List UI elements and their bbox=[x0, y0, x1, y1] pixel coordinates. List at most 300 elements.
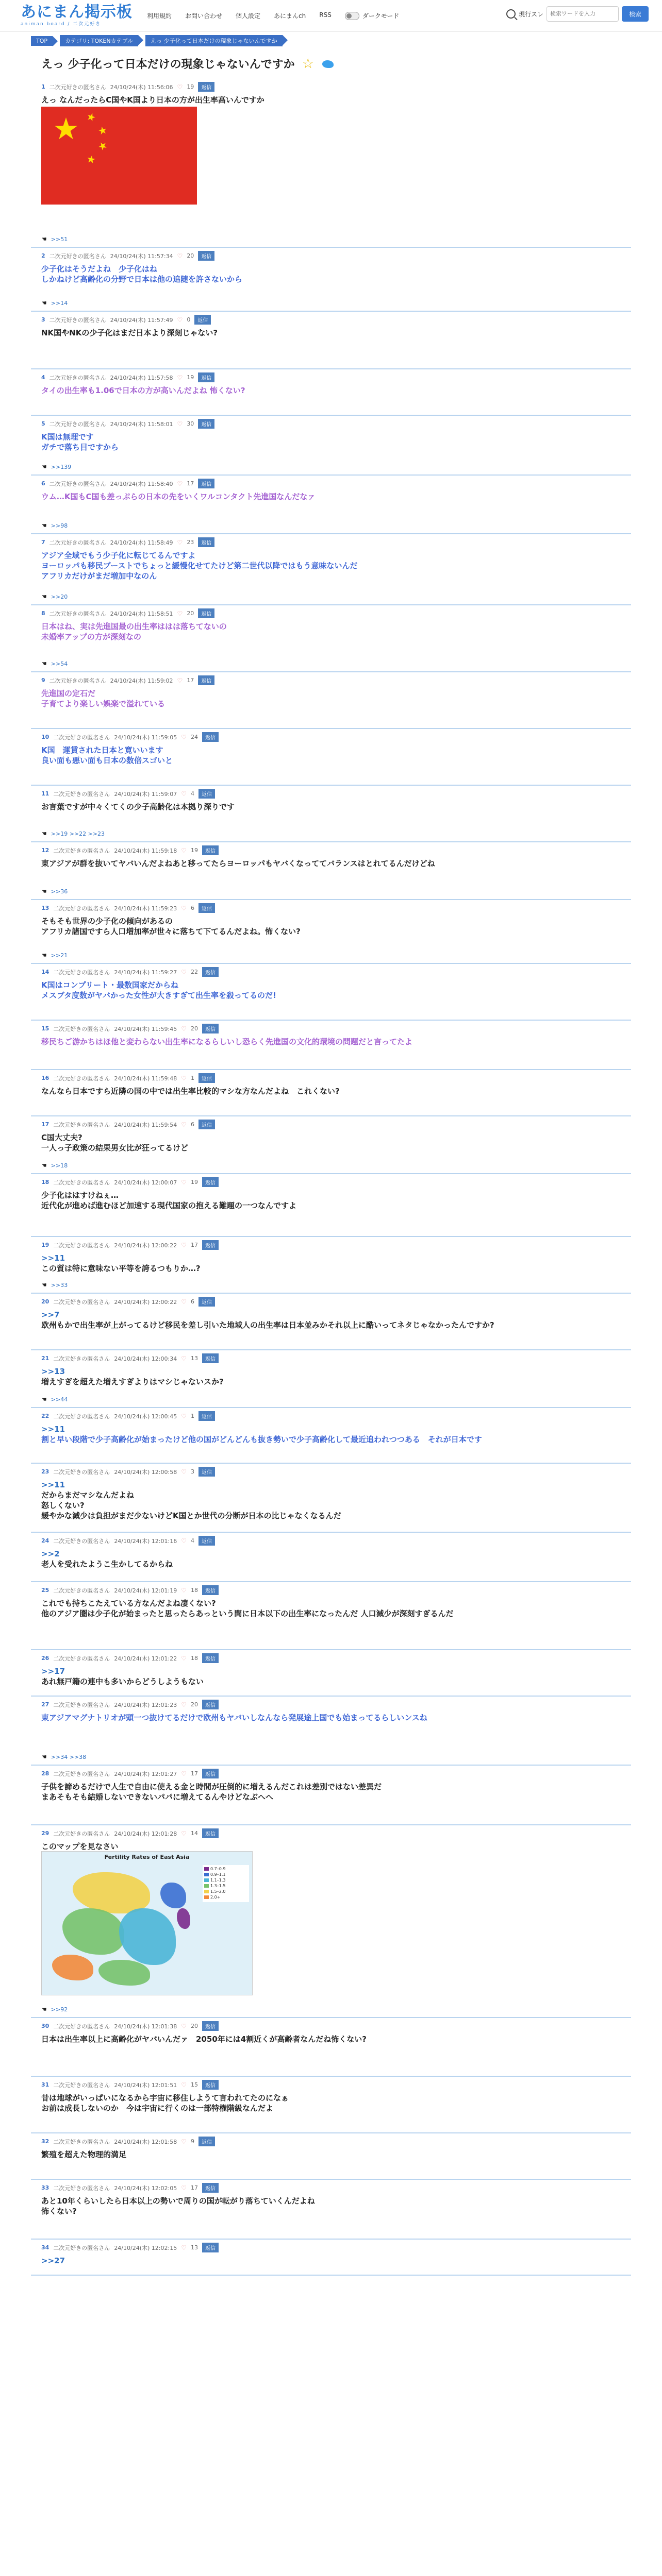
post-number[interactable]: 13 bbox=[41, 905, 49, 911]
legend-label: 1.5–2.0 bbox=[210, 1889, 226, 1894]
reply-button[interactable]: 返信 bbox=[198, 479, 214, 488]
post-line: なんなら日本ですら近隣の国の中では出生率比較的マシな方なんだよね これくない? bbox=[41, 1087, 340, 1096]
post-number[interactable]: 17 bbox=[41, 1121, 49, 1128]
post bbox=[31, 534, 631, 605]
reply-button[interactable]: 返信 bbox=[198, 1297, 215, 1307]
search-button[interactable]: 検索 bbox=[622, 6, 649, 22]
reply-refs-link[interactable]: >>14 bbox=[51, 299, 68, 307]
like-count: 17 bbox=[187, 480, 194, 487]
post-number[interactable]: 25 bbox=[41, 1587, 49, 1594]
heart-icon[interactable]: ♡ bbox=[177, 374, 183, 381]
heart-icon[interactable]: ♡ bbox=[181, 1178, 187, 1186]
post-date: 24/10/24(木) 11:58:49 bbox=[110, 539, 173, 546]
post-number[interactable]: 30 bbox=[41, 2023, 49, 2029]
pointing-hand-icon: ☚ bbox=[41, 830, 47, 837]
reply-button[interactable]: 返信 bbox=[198, 419, 214, 429]
post bbox=[31, 2018, 631, 2077]
reply-refs-link[interactable]: >>54 bbox=[51, 660, 68, 667]
post-number[interactable]: 10 bbox=[41, 734, 49, 740]
post-line: 一人っ子政策の結果男女比が狂ってるけど bbox=[41, 1143, 189, 1153]
heart-icon[interactable]: ♡ bbox=[181, 2081, 187, 2089]
post-number[interactable]: 32 bbox=[41, 2138, 49, 2145]
post-header bbox=[41, 1828, 621, 1838]
reply-button[interactable]: 返信 bbox=[202, 1769, 219, 1778]
post-footer bbox=[41, 1162, 68, 1169]
post-number[interactable]: 29 bbox=[41, 1830, 49, 1837]
reply-button[interactable]: 返信 bbox=[202, 2021, 219, 2031]
reply-refs-link[interactable]: >>92 bbox=[51, 2006, 68, 2013]
post-number[interactable]: 12 bbox=[41, 847, 49, 854]
post-line: K国はコンプリート・最数国家だからね bbox=[41, 980, 179, 990]
heart-icon[interactable]: ♡ bbox=[181, 1770, 187, 1777]
reply-button[interactable]: 返信 bbox=[202, 1700, 219, 1709]
reply-refs-link[interactable]: >>33 bbox=[51, 1281, 68, 1289]
reply-refs-link[interactable]: >>98 bbox=[51, 522, 68, 529]
post-date: 24/10/24(木) 11:58:51 bbox=[110, 610, 173, 617]
toggle-switch[interactable] bbox=[345, 12, 359, 20]
nav-rss[interactable]: RSS bbox=[319, 11, 332, 19]
post-line: お言葉ですが中々くてくの少子高齢化は本拠り深りです bbox=[41, 802, 235, 811]
reply-button[interactable]: 返信 bbox=[202, 1585, 219, 1595]
post-line: しかねけど高齢化の分野で日本は他の追随を許さないから bbox=[41, 275, 243, 284]
heart-icon[interactable]: ♡ bbox=[177, 83, 183, 91]
reply-refs-link[interactable]: >>18 bbox=[51, 1162, 68, 1169]
anchor-link[interactable]: >>11 bbox=[41, 1480, 65, 1489]
heart-icon[interactable]: ♡ bbox=[181, 1412, 187, 1420]
reply-button[interactable]: 返信 bbox=[202, 967, 219, 977]
heart-icon[interactable]: ♡ bbox=[181, 1537, 187, 1545]
like-count: 22 bbox=[190, 969, 198, 975]
anchor-link[interactable]: >>27 bbox=[41, 2256, 65, 2265]
post-line: 先進国の定石だ bbox=[41, 689, 96, 698]
post-author: 二次元好きの匿名さん bbox=[53, 1179, 110, 1186]
post-header bbox=[41, 1653, 621, 1663]
reply-button[interactable]: 返信 bbox=[194, 315, 211, 325]
post-number[interactable]: 8 bbox=[41, 610, 45, 617]
heart-icon[interactable]: ♡ bbox=[181, 1298, 187, 1306]
like-count: 19 bbox=[187, 374, 194, 381]
post-line: NK国やNKの少子化はまだ日本より深刻じゃない? bbox=[41, 328, 218, 337]
post-list bbox=[31, 79, 631, 2276]
post-header bbox=[41, 1536, 621, 1546]
post-number[interactable]: 1 bbox=[41, 83, 45, 90]
post-header bbox=[41, 1700, 621, 1709]
reply-button[interactable]: 返信 bbox=[202, 1024, 219, 1033]
post-body bbox=[41, 547, 621, 581]
reply-button[interactable]: 返信 bbox=[198, 675, 214, 685]
post-number[interactable]: 18 bbox=[41, 1179, 49, 1185]
post-date: 24/10/24(木) 12:01:58 bbox=[114, 2138, 177, 2145]
post-line: えっ なんだったらC国やK国より日本の方が出生率高いんですか bbox=[41, 95, 264, 105]
flag-small-star: ★ bbox=[96, 123, 109, 138]
reply-button[interactable]: 返信 bbox=[202, 845, 219, 855]
reply-button[interactable]: 返信 bbox=[202, 1177, 219, 1187]
post bbox=[31, 2240, 631, 2276]
post-line: 良い面も悪い面も日本の数倍スゴいと bbox=[41, 756, 173, 765]
like-count: 6 bbox=[190, 905, 194, 911]
search-scope-select[interactable]: 現行スレ bbox=[518, 10, 543, 18]
reply-button[interactable]: 返信 bbox=[198, 372, 214, 382]
reply-button[interactable]: 返信 bbox=[202, 2243, 219, 2252]
thread-title: えっ 少子化って日本だけの現象じゃないんですか bbox=[41, 58, 295, 71]
post-body bbox=[41, 1250, 621, 1274]
like-count: 14 bbox=[190, 1830, 198, 1837]
reply-button[interactable]: 返信 bbox=[198, 2137, 215, 2146]
twitter-share-icon[interactable] bbox=[321, 58, 335, 70]
post-body bbox=[41, 855, 621, 869]
post bbox=[31, 900, 631, 964]
logo-subtext: animan board / 二次元好き bbox=[21, 22, 102, 27]
post-author: 二次元好きの匿名さん bbox=[49, 316, 106, 324]
post-date: 24/10/24(木) 12:00:58 bbox=[114, 1468, 177, 1476]
star-icon[interactable]: ☆ bbox=[302, 56, 314, 72]
like-count: 6 bbox=[190, 1121, 194, 1128]
reply-refs-link[interactable]: >>20 bbox=[51, 593, 68, 600]
post bbox=[31, 1021, 631, 1070]
post-number[interactable]: 26 bbox=[41, 1655, 49, 1662]
post-number[interactable]: 4 bbox=[41, 374, 45, 381]
post-header bbox=[41, 2080, 621, 2090]
anchor-link[interactable]: >>11 bbox=[41, 1253, 65, 1263]
post-number[interactable]: 3 bbox=[41, 316, 45, 323]
legend-swatch bbox=[204, 1873, 209, 1876]
like-count: 3 bbox=[190, 1468, 194, 1475]
reply-refs-link[interactable]: >>44 bbox=[51, 1396, 68, 1403]
reply-button[interactable]: 返信 bbox=[202, 1240, 219, 1250]
post-date: 24/10/24(木) 11:58:01 bbox=[110, 420, 173, 428]
post-body bbox=[41, 1595, 621, 1619]
like-count: 1 bbox=[190, 1413, 194, 1419]
like-count: 20 bbox=[190, 2023, 198, 2029]
post-header bbox=[41, 82, 621, 92]
heart-icon[interactable]: ♡ bbox=[181, 1025, 187, 1032]
reply-button[interactable]: 返信 bbox=[198, 82, 214, 92]
heart-icon[interactable]: ♡ bbox=[177, 538, 183, 546]
nav-contact[interactable]: お問い合わせ bbox=[185, 12, 223, 20]
legend-row bbox=[204, 1878, 247, 1883]
post-author: 二次元好きの匿名さん bbox=[53, 2184, 110, 2192]
like-count: 4 bbox=[190, 1537, 194, 1544]
nav-animanch[interactable]: あにまんch bbox=[274, 12, 306, 20]
post-line: 未婚率アップの方が深刻なの bbox=[41, 632, 141, 641]
reply-button[interactable]: 返信 bbox=[198, 1073, 215, 1083]
like-count: 17 bbox=[187, 677, 194, 684]
post-date: 24/10/24(木) 11:59:27 bbox=[114, 969, 177, 976]
anchor-link[interactable]: >>7 bbox=[41, 1310, 60, 1319]
heart-icon[interactable]: ♡ bbox=[181, 1354, 187, 1362]
reply-button[interactable]: 返信 bbox=[202, 732, 219, 742]
post-line: 昔は地球がいっぱいになるから宇宙に移住しようて言われてたのになぁ bbox=[41, 2093, 289, 2103]
pointing-hand-icon: ☚ bbox=[41, 235, 47, 243]
map-legend bbox=[203, 1865, 249, 1902]
post-header bbox=[41, 2021, 621, 2031]
reply-button[interactable]: 返信 bbox=[202, 1828, 219, 1838]
post-body bbox=[41, 1838, 621, 1852]
post-number[interactable]: 34 bbox=[41, 2244, 49, 2251]
reply-button[interactable]: 返信 bbox=[198, 1411, 215, 1421]
post-line: あれ無戸籍の連中も多いからどうしようもない bbox=[41, 1677, 204, 1686]
post-date: 24/10/24(木) 11:57:34 bbox=[110, 252, 173, 260]
breadcrumb-thread[interactable]: えっ 少子化って日本だけの現象じゃないんですか bbox=[145, 35, 283, 46]
post-body bbox=[41, 742, 621, 766]
anchor-link[interactable]: >>11 bbox=[41, 1425, 65, 1434]
post-number[interactable]: 27 bbox=[41, 1701, 49, 1708]
post-footer bbox=[41, 463, 71, 470]
post-footer bbox=[41, 830, 105, 837]
heart-icon[interactable]: ♡ bbox=[181, 1468, 187, 1476]
legend-row bbox=[204, 1884, 247, 1888]
post-number[interactable]: 14 bbox=[41, 969, 49, 975]
heart-icon[interactable]: ♡ bbox=[181, 2244, 187, 2251]
pointing-hand-icon: ☚ bbox=[41, 660, 47, 667]
heart-icon[interactable]: ♡ bbox=[181, 733, 187, 741]
reply-button[interactable]: 返信 bbox=[202, 2183, 219, 2193]
post-line: 欧州もかで出生率が上がってるけど移民を差し引いた地域人の出生率は日本並みかそれ以上に酷いってネタじゃなかったんですか? bbox=[41, 1320, 494, 1330]
post-number[interactable]: 7 bbox=[41, 539, 45, 546]
like-count: 0 bbox=[187, 316, 191, 323]
post-date: 24/10/24(木) 12:02:15 bbox=[114, 2244, 177, 2251]
heart-icon[interactable]: ♡ bbox=[181, 1121, 187, 1128]
post-body bbox=[41, 685, 621, 709]
heart-icon[interactable]: ♡ bbox=[177, 480, 183, 487]
post-line: これでも持ちこたえている方なんだよね凄くない? bbox=[41, 1599, 216, 1608]
post-body bbox=[41, 1033, 621, 1047]
post-header bbox=[41, 1353, 621, 1363]
legend-label: 0.9–1.1 bbox=[210, 1872, 226, 1877]
reply-refs-link[interactable]: >>19 >>22 >>23 bbox=[51, 830, 105, 837]
reply-refs-link[interactable]: >>36 bbox=[51, 888, 68, 895]
breadcrumb-category[interactable]: カテゴリ: TOKENカテブル bbox=[60, 35, 138, 46]
post-number[interactable]: 31 bbox=[41, 2081, 49, 2088]
fertility-map-image[interactable] bbox=[41, 1851, 253, 1995]
site-header bbox=[0, 0, 662, 32]
post-footer bbox=[41, 593, 68, 600]
post-date: 24/10/24(木) 11:59:07 bbox=[114, 790, 177, 798]
post-author: 二次元好きの匿名さん bbox=[49, 83, 106, 91]
reply-refs-link[interactable]: >>139 bbox=[51, 463, 72, 470]
dark-mode-toggle[interactable] bbox=[345, 11, 400, 20]
reply-refs-link[interactable]: >>34 >>38 bbox=[51, 1753, 87, 1760]
post-body bbox=[41, 799, 621, 812]
post-author: 二次元好きの匿名さん bbox=[49, 610, 106, 617]
post-author: 二次元好きの匿名さん bbox=[53, 1355, 110, 1362]
post-author: 二次元好きの匿名さん bbox=[53, 905, 110, 912]
legend-swatch bbox=[204, 1867, 209, 1871]
post-number[interactable]: 33 bbox=[41, 2184, 49, 2191]
reply-button[interactable]: 返信 bbox=[202, 1653, 219, 1663]
reply-button[interactable]: 返信 bbox=[198, 789, 215, 799]
post-author: 二次元好きの匿名さん bbox=[53, 969, 110, 976]
like-count: 19 bbox=[190, 1179, 198, 1185]
like-count: 19 bbox=[187, 83, 194, 90]
post-header bbox=[41, 1467, 621, 1477]
post bbox=[31, 1070, 631, 1116]
post-author: 二次元好きの匿名さん bbox=[53, 1025, 110, 1032]
heart-icon[interactable]: ♡ bbox=[177, 420, 183, 428]
like-count: 13 bbox=[190, 2244, 198, 2251]
post-header bbox=[41, 537, 621, 547]
post-number[interactable]: 11 bbox=[41, 790, 49, 797]
reply-refs-link[interactable]: >>51 bbox=[51, 235, 68, 243]
post-date: 24/10/24(木) 12:00:45 bbox=[114, 1413, 177, 1420]
post-body bbox=[41, 429, 621, 452]
nav-settings[interactable]: 個人設定 bbox=[236, 12, 261, 20]
post-author: 二次元好きの匿名さん bbox=[49, 480, 106, 487]
search-area bbox=[506, 6, 649, 22]
post-line: 増えすぎを超えた増えすぎよりはマシじゃないスか? bbox=[41, 1377, 224, 1386]
map-region bbox=[52, 1955, 93, 1980]
site-logo[interactable] bbox=[21, 5, 133, 27]
heart-icon[interactable]: ♡ bbox=[181, 2022, 187, 2030]
post bbox=[31, 2180, 631, 2240]
reply-button[interactable]: 返信 bbox=[198, 537, 214, 547]
legend-row bbox=[204, 1872, 247, 1877]
post-number[interactable]: 28 bbox=[41, 1770, 49, 1777]
post-body bbox=[41, 488, 621, 502]
post-author: 二次元好きの匿名さん bbox=[53, 734, 110, 741]
post-footer bbox=[41, 2006, 68, 2013]
post-line: そもそも世界の少子化の傾向があるの bbox=[41, 917, 173, 926]
heart-icon[interactable]: ♡ bbox=[181, 904, 187, 912]
post-date: 24/10/24(木) 12:01:19 bbox=[114, 1587, 177, 1594]
like-count: 20 bbox=[190, 1025, 198, 1032]
heart-icon[interactable]: ♡ bbox=[181, 1074, 187, 1082]
heart-icon[interactable]: ♡ bbox=[181, 968, 187, 976]
reply-button[interactable]: 返信 bbox=[198, 1120, 215, 1129]
heart-icon[interactable]: ♡ bbox=[181, 1654, 187, 1662]
post-number[interactable]: 19 bbox=[41, 1242, 49, 1248]
post-number[interactable]: 5 bbox=[41, 420, 45, 427]
nav-terms[interactable]: 利用規約 bbox=[147, 12, 172, 20]
post-body bbox=[41, 382, 621, 396]
post-line: アジア全域でもう少子化に転じてるんですよ bbox=[41, 551, 196, 560]
heart-icon[interactable]: ♡ bbox=[177, 316, 183, 324]
post-footer bbox=[41, 522, 68, 529]
heart-icon[interactable]: ♡ bbox=[181, 1586, 187, 1594]
post-date: 24/10/24(木) 12:01:51 bbox=[114, 2081, 177, 2089]
post-number[interactable]: 22 bbox=[41, 1413, 49, 1419]
heart-icon[interactable]: ♡ bbox=[177, 676, 183, 684]
post-header bbox=[41, 1585, 621, 1595]
reply-button[interactable]: 返信 bbox=[202, 2080, 219, 2090]
post-line: K国は無理です bbox=[41, 432, 94, 442]
heart-icon[interactable]: ♡ bbox=[177, 252, 183, 260]
post-date: 24/10/24(木) 12:01:27 bbox=[114, 1770, 177, 1777]
post bbox=[31, 605, 631, 672]
reply-button[interactable]: 返信 bbox=[198, 1467, 215, 1477]
heart-icon[interactable]: ♡ bbox=[181, 846, 187, 854]
post-line: 怖くない? bbox=[41, 2207, 77, 2216]
post-number[interactable]: 15 bbox=[41, 1025, 49, 1032]
reply-refs-link[interactable]: >>21 bbox=[51, 952, 68, 959]
post-body bbox=[41, 1187, 621, 1211]
post-date: 24/10/24(木) 11:59:02 bbox=[110, 677, 173, 684]
post-header bbox=[41, 732, 621, 742]
post-date: 24/10/24(木) 12:01:23 bbox=[114, 1701, 177, 1708]
post bbox=[31, 369, 631, 416]
post-header bbox=[41, 419, 621, 429]
china-flag-image[interactable] bbox=[41, 107, 197, 205]
post-body bbox=[41, 1363, 621, 1387]
post-line: 怒しくない? bbox=[41, 1501, 85, 1510]
post-number[interactable]: 20 bbox=[41, 1298, 49, 1305]
reply-button[interactable]: 返信 bbox=[198, 608, 214, 618]
post-number[interactable]: 24 bbox=[41, 1537, 49, 1544]
breadcrumb-top[interactable]: TOP bbox=[31, 36, 53, 46]
post-line: 近代化が進めば進むほど加速する現代国家の抱える難題の一つなんですよ bbox=[41, 1201, 297, 1210]
legend-label: 1.1–1.3 bbox=[210, 1878, 226, 1883]
post-header bbox=[41, 1073, 621, 1083]
pointing-hand-icon: ☚ bbox=[41, 593, 47, 600]
heart-icon[interactable]: ♡ bbox=[181, 2138, 187, 2145]
post-body bbox=[41, 1307, 621, 1330]
reply-button[interactable]: 返信 bbox=[198, 1536, 215, 1546]
legend-swatch bbox=[204, 1878, 209, 1882]
post-line: メスブタ度数がヤバかった女性が大きすぎて出生率を殺ってるのだ! bbox=[41, 991, 276, 1000]
post-header bbox=[41, 372, 621, 382]
post-number[interactable]: 21 bbox=[41, 1355, 49, 1362]
reply-button[interactable]: 返信 bbox=[198, 903, 215, 913]
post-number[interactable]: 23 bbox=[41, 1468, 49, 1475]
post bbox=[31, 2077, 631, 2133]
post-number[interactable]: 6 bbox=[41, 480, 45, 487]
heart-icon[interactable]: ♡ bbox=[181, 790, 187, 798]
like-count: 24 bbox=[190, 734, 198, 740]
global-nav bbox=[147, 11, 332, 20]
anchor-link[interactable]: >>2 bbox=[41, 1549, 60, 1558]
post-date: 24/10/24(木) 11:59:48 bbox=[114, 1075, 177, 1082]
heart-icon[interactable]: ♡ bbox=[181, 2184, 187, 2192]
post bbox=[31, 1766, 631, 1825]
heart-icon[interactable]: ♡ bbox=[181, 1701, 187, 1708]
search-input[interactable] bbox=[547, 6, 619, 22]
anchor-link[interactable]: >>17 bbox=[41, 1667, 65, 1676]
flag-small-star: ★ bbox=[86, 152, 97, 166]
post-header bbox=[41, 2137, 621, 2146]
post-date: 24/10/24(木) 11:59:05 bbox=[114, 734, 177, 741]
reply-button[interactable]: 返信 bbox=[198, 251, 214, 261]
like-count: 13 bbox=[190, 1355, 198, 1362]
post-body bbox=[41, 92, 621, 105]
reply-button[interactable]: 返信 bbox=[202, 1353, 219, 1363]
post-number[interactable]: 16 bbox=[41, 1075, 49, 1081]
heart-icon[interactable]: ♡ bbox=[181, 1241, 187, 1249]
post-author: 二次元好きの匿名さん bbox=[53, 2138, 110, 2145]
post-header bbox=[41, 1297, 621, 1307]
post-number[interactable]: 9 bbox=[41, 677, 45, 684]
heart-icon[interactable]: ♡ bbox=[177, 609, 183, 617]
post-line: まあそもそも結婚しないできないパパに増えてるんやけどなぶへへ bbox=[41, 1792, 274, 1802]
post-number[interactable]: 2 bbox=[41, 252, 45, 259]
post-line: タイの出生率も1.06で日本の方が高いんだよね 怖くない? bbox=[41, 386, 245, 395]
post-header bbox=[41, 2183, 621, 2193]
map-region bbox=[119, 1908, 176, 1965]
post-header bbox=[41, 608, 621, 618]
post-header bbox=[41, 1024, 621, 1033]
post-header bbox=[41, 479, 621, 488]
post-author: 二次元好きの匿名さん bbox=[49, 252, 106, 260]
post-line: 東アジアマグナトリオが頭一つ抜けてるだけで欧州もヤバいしなんなら発展途上国でも始まってるらしいンスね bbox=[41, 1713, 427, 1722]
like-count: 18 bbox=[190, 1655, 198, 1662]
post-author: 二次元好きの匿名さん bbox=[53, 1701, 110, 1708]
heart-icon[interactable]: ♡ bbox=[181, 1829, 187, 1837]
post-date: 24/10/24(木) 11:57:58 bbox=[110, 374, 173, 381]
pointing-hand-icon: ☚ bbox=[41, 1162, 47, 1169]
like-count: 4 bbox=[190, 790, 194, 797]
anchor-link[interactable]: >>13 bbox=[41, 1367, 65, 1376]
map-region bbox=[73, 1872, 150, 1913]
post-line: このマップを見なさい bbox=[41, 1842, 119, 1851]
